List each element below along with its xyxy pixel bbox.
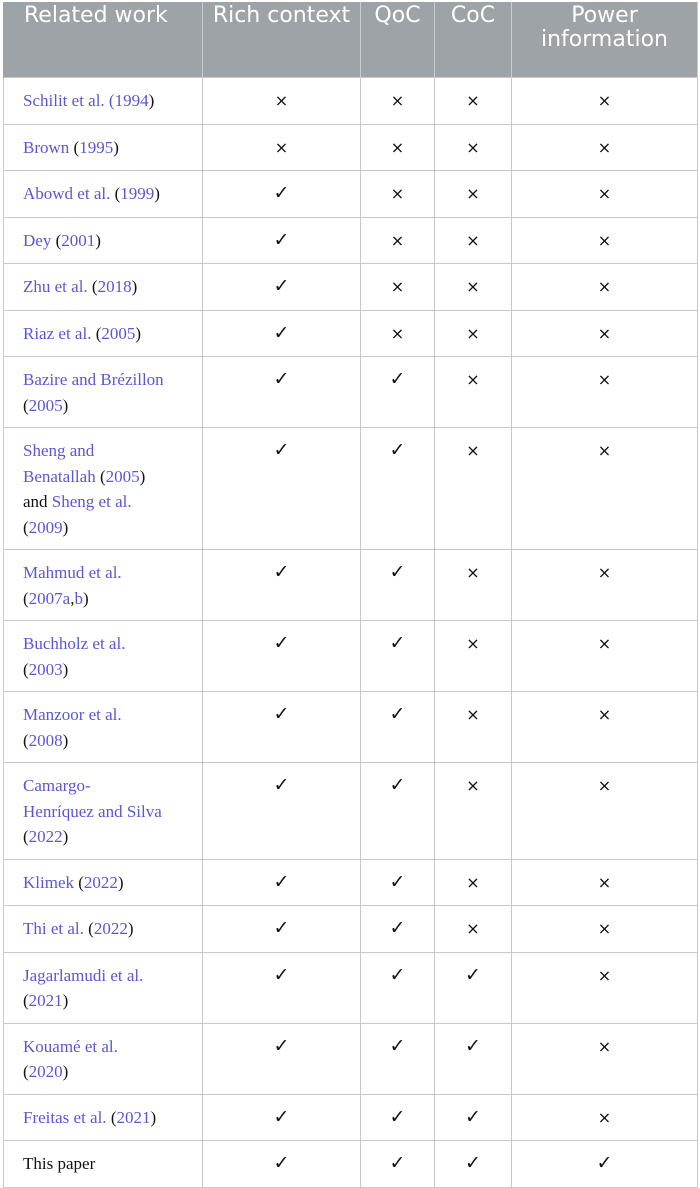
table-row (4, 952, 698, 1023)
citation-link[interactable]: 1995 (79, 137, 114, 157)
citation-link[interactable]: 2001 (61, 230, 96, 250)
cell-coc (435, 763, 512, 860)
check-mark-icon: ✓ (273, 321, 290, 344)
cross-mark-icon: × (597, 184, 612, 203)
cell-coc (435, 859, 512, 906)
cross-mark-icon: × (597, 563, 612, 582)
cell-related-work (4, 1141, 203, 1188)
citation-text: ( (91, 323, 102, 343)
check-mark-icon: ✓ (465, 963, 481, 986)
cell-coc (435, 692, 512, 763)
citation-text: ( (87, 277, 98, 296)
citation-text: ) (62, 659, 69, 679)
citation-text: ) (113, 137, 119, 157)
cross-mark-icon: × (390, 323, 405, 343)
table-row (4, 859, 698, 906)
header-qoc: QoC (361, 2, 435, 78)
table-body (4, 78, 698, 1188)
cell-coc (435, 310, 512, 357)
citation-link[interactable]: 2003 (28, 659, 63, 679)
citation-text: ) (127, 919, 134, 938)
cell-qoc (361, 1141, 435, 1188)
cell-coc (435, 1023, 512, 1094)
cell-qoc (361, 906, 435, 953)
check-mark-icon: ✓ (273, 1105, 290, 1128)
cross-mark-icon: × (466, 230, 480, 250)
cell-rich-context (203, 428, 361, 550)
cell-power-information (512, 859, 698, 906)
cross-mark-icon: × (597, 705, 612, 724)
cell-rich-context (203, 906, 361, 953)
check-mark-icon: ✓ (273, 917, 290, 939)
citation-text: ) (95, 230, 101, 250)
cell-related-work (4, 310, 203, 357)
cell-related-work (4, 859, 203, 906)
check-mark-icon: ✓ (389, 703, 406, 725)
cross-mark-icon: × (597, 277, 612, 296)
check-mark-icon: ✓ (273, 1034, 290, 1057)
cell-power-information (512, 428, 698, 550)
citation-link[interactable]: 2021 (28, 991, 63, 1010)
cell-power-information (512, 550, 698, 621)
citation-link[interactable]: Jagarlamudi et al. (23, 965, 144, 985)
cross-mark-icon: × (390, 230, 405, 250)
cell-power-information (512, 264, 698, 311)
cell-coc (435, 1094, 512, 1141)
comparison-table-container (3, 2, 698, 1188)
cell-qoc (361, 171, 435, 218)
citation-text: ( (23, 730, 29, 750)
citation-link[interactable]: 2020 (28, 1062, 63, 1081)
cross-mark-icon: × (466, 919, 480, 938)
cross-mark-icon: × (597, 634, 612, 653)
cross-mark-icon: × (466, 277, 480, 296)
table-row (4, 428, 698, 550)
cross-mark-icon: × (466, 705, 480, 724)
header-coc: CoC (435, 2, 512, 78)
check-mark-icon: ✓ (273, 963, 290, 986)
table-row (4, 763, 698, 860)
cell-rich-context (203, 952, 361, 1023)
citation-text: ( (95, 466, 106, 486)
table-row (4, 1094, 698, 1141)
cell-power-information (512, 692, 698, 763)
check-mark-icon: ✓ (389, 632, 406, 654)
cell-qoc (361, 550, 435, 621)
table-row (4, 78, 698, 125)
cross-mark-icon: × (597, 872, 612, 892)
cell-rich-context (203, 310, 361, 357)
cell-power-information (512, 952, 698, 1023)
citation-text: ) (150, 1107, 157, 1127)
cell-qoc (361, 1094, 435, 1141)
citation-link[interactable]: 2005 (101, 323, 136, 343)
citation-link[interactable]: Freitas et al. (23, 1107, 107, 1127)
cell-related-work (4, 1023, 203, 1094)
cell-related-work (4, 763, 203, 860)
citation-link[interactable]: 1994 (114, 91, 149, 110)
check-mark-icon: ✓ (273, 368, 290, 390)
cross-mark-icon: × (597, 776, 612, 795)
check-mark-icon: ✓ (465, 1105, 481, 1128)
citation-text: ) (139, 466, 146, 486)
cell-related-work (4, 692, 203, 763)
cell-related-work (4, 952, 203, 1023)
cross-mark-icon: × (597, 919, 612, 938)
citation-link[interactable]: Mahmud et al. (23, 563, 122, 582)
citation-link[interactable]: 2005 (105, 466, 140, 486)
citation-text: ) (135, 323, 142, 343)
cell-coc (435, 264, 512, 311)
citation-text: ( (110, 184, 121, 203)
citation-link[interactable]: 2021 (116, 1107, 151, 1127)
cell-power-information (512, 310, 698, 357)
check-mark-icon: ✓ (273, 1152, 290, 1174)
citation-link[interactable]: 2018 (97, 277, 132, 296)
cell-power-information (512, 171, 698, 218)
cell-coc (435, 1141, 512, 1188)
cross-mark-icon: × (597, 323, 612, 343)
cell-related-work (4, 357, 203, 428)
check-mark-icon: ✓ (273, 182, 290, 204)
cross-mark-icon: × (597, 137, 612, 157)
cross-mark-icon: × (466, 184, 480, 203)
cross-mark-icon: × (597, 441, 612, 460)
citation-text: and (23, 492, 52, 511)
cell-power-information (512, 357, 698, 428)
related-work-comparison-table (3, 2, 698, 1188)
check-mark-icon: ✓ (389, 561, 406, 583)
citation-text: ) (62, 395, 69, 415)
citation-text: ( (106, 1107, 117, 1127)
cell-power-information (512, 1094, 698, 1141)
cell-qoc (361, 264, 435, 311)
citation-text: ) (154, 184, 160, 203)
check-mark-icon: ✓ (273, 703, 290, 725)
cell-rich-context (203, 763, 361, 860)
cell-related-work (4, 171, 203, 218)
citation-text: ( (23, 991, 29, 1010)
citation-text: ( (51, 230, 62, 250)
citation-text: ) (62, 730, 69, 750)
citation-link[interactable]: Zhu et al. (23, 277, 88, 296)
cross-mark-icon: × (274, 91, 289, 110)
cell-related-work (4, 428, 203, 550)
cross-mark-icon: × (390, 91, 405, 110)
cell-coc (435, 952, 512, 1023)
check-mark-icon: ✓ (389, 439, 406, 461)
cell-coc (435, 217, 512, 264)
cell-coc (435, 171, 512, 218)
cell-coc (435, 357, 512, 428)
cell-coc (435, 124, 512, 171)
citation-link[interactable]: 2008 (28, 730, 63, 750)
citation-link[interactable]: 2009 (28, 517, 63, 537)
cell-related-work (4, 217, 203, 264)
cell-qoc (361, 428, 435, 550)
cell-qoc (361, 124, 435, 171)
check-mark-icon: ✓ (273, 228, 290, 251)
check-mark-icon: ✓ (273, 439, 290, 461)
check-mark-icon: ✓ (389, 1152, 406, 1174)
cell-qoc (361, 217, 435, 264)
citation-link[interactable]: Thi et al. (23, 919, 84, 938)
cross-mark-icon: × (390, 184, 405, 203)
citation-link[interactable]: Henríquez and Silva (23, 801, 162, 821)
cell-related-work (4, 264, 203, 311)
cell-coc (435, 550, 512, 621)
cross-mark-icon: × (466, 323, 480, 343)
citation-link[interactable]: 2005 (28, 395, 63, 415)
citation-link[interactable]: Schilit et al. ( (23, 91, 115, 110)
table-row (4, 217, 698, 264)
cell-qoc (361, 952, 435, 1023)
cross-mark-icon: × (466, 634, 480, 653)
citation-link[interactable]: b (74, 588, 83, 608)
citation-link[interactable]: 2007a (28, 588, 71, 608)
cell-rich-context (203, 124, 361, 171)
citation-text: , (70, 588, 75, 608)
cross-mark-icon: × (597, 1107, 612, 1127)
citation-link[interactable]: Kouamé et al. (23, 1036, 118, 1056)
check-mark-icon: ✓ (389, 774, 406, 796)
cell-rich-context (203, 357, 361, 428)
check-mark-icon: ✓ (389, 368, 406, 390)
cell-power-information (512, 1023, 698, 1094)
cell-power-information (512, 1141, 698, 1188)
check-mark-icon: ✓ (273, 774, 290, 796)
cell-related-work (4, 78, 203, 125)
citation-text: ( (23, 659, 29, 679)
citation-link[interactable]: 2022 (93, 919, 128, 938)
citation-text: ) (117, 872, 124, 892)
table-header (4, 2, 698, 78)
citation-text: ) (82, 588, 89, 608)
citation-text: This paper (23, 1154, 96, 1173)
cell-rich-context (203, 621, 361, 692)
citation-text: ( (23, 517, 29, 537)
cross-mark-icon: × (466, 872, 480, 892)
citation-link[interactable]: 2022 (28, 827, 63, 846)
header-row (4, 2, 698, 78)
cell-rich-context (203, 1141, 361, 1188)
cross-mark-icon: × (466, 776, 480, 795)
citation-link[interactable]: 1999 (120, 184, 155, 203)
cell-qoc (361, 1023, 435, 1094)
citation-text: ) (148, 91, 155, 110)
citation-link[interactable]: Bazire and Brézillon (23, 370, 164, 389)
citation-link[interactable]: Klimek (23, 872, 74, 892)
cell-qoc (361, 78, 435, 125)
cell-coc (435, 78, 512, 125)
citation-link[interactable]: Riaz et al. (23, 323, 92, 343)
cell-related-work (4, 906, 203, 953)
cell-rich-context (203, 171, 361, 218)
citation-link[interactable]: Abowd et al. (23, 184, 111, 203)
check-mark-icon: ✓ (389, 917, 406, 939)
cell-qoc (361, 763, 435, 860)
cell-qoc (361, 692, 435, 763)
citation-text: ( (23, 588, 29, 608)
citation-link[interactable]: Buchholz et al. (23, 634, 126, 653)
citation-text: ) (62, 1062, 69, 1081)
check-mark-icon: ✓ (273, 275, 290, 297)
cross-mark-icon: × (466, 137, 480, 157)
check-mark-icon: ✓ (465, 1034, 481, 1057)
cross-mark-icon: × (597, 965, 612, 985)
cross-mark-icon: × (390, 277, 405, 296)
table-row (4, 124, 698, 171)
citation-link[interactable]: Sheng and (23, 441, 95, 460)
citation-link[interactable]: Manzoor et al. (23, 705, 122, 724)
citation-text: ( (23, 1062, 29, 1081)
table-row (4, 1141, 698, 1188)
cell-power-information (512, 763, 698, 860)
citation-link[interactable]: Dey (23, 230, 52, 250)
cell-rich-context (203, 1023, 361, 1094)
cell-qoc (361, 621, 435, 692)
table-row (4, 550, 698, 621)
table-row (4, 310, 698, 357)
cell-coc (435, 906, 512, 953)
cross-mark-icon: × (274, 137, 289, 157)
citation-text: ) (62, 991, 69, 1010)
cell-power-information (512, 78, 698, 125)
check-mark-icon: ✓ (273, 870, 290, 893)
citation-link[interactable]: 2022 (83, 872, 118, 892)
check-mark-icon: ✓ (273, 632, 290, 654)
check-mark-icon: ✓ (389, 870, 406, 893)
citation-text: ( (83, 919, 94, 938)
cell-qoc (361, 310, 435, 357)
citation-text: ) (131, 277, 138, 296)
check-mark-icon: ✓ (273, 561, 290, 583)
table-row (4, 906, 698, 953)
table-row (4, 692, 698, 763)
citation-text: ( (23, 395, 29, 415)
cell-power-information (512, 621, 698, 692)
cross-mark-icon: × (466, 563, 480, 582)
check-mark-icon: ✓ (389, 1034, 406, 1057)
cell-related-work (4, 1094, 203, 1141)
cell-power-information (512, 124, 698, 171)
check-mark-icon: ✓ (389, 963, 406, 986)
cell-related-work (4, 621, 203, 692)
cell-rich-context (203, 692, 361, 763)
citation-text: ) (62, 827, 69, 846)
check-mark-icon: ✓ (389, 1105, 406, 1128)
cross-mark-icon: × (597, 230, 612, 250)
cell-rich-context (203, 550, 361, 621)
cell-rich-context (203, 217, 361, 264)
cross-mark-icon: × (597, 1036, 612, 1056)
header-related-work: Related work (4, 2, 203, 78)
cell-power-information (512, 217, 698, 264)
header-rich-context: Rich context (203, 2, 361, 78)
cross-mark-icon: × (466, 370, 480, 389)
cross-mark-icon: × (466, 91, 480, 110)
citation-text: ( (23, 827, 29, 846)
citation-link[interactable]: Sheng et al. (51, 492, 132, 511)
cell-rich-context (203, 78, 361, 125)
header-power-information: Power information (512, 2, 698, 78)
cross-mark-icon: × (597, 370, 612, 389)
citation-text: ( (74, 872, 84, 892)
table-row (4, 1023, 698, 1094)
check-mark-icon: ✓ (465, 1152, 481, 1174)
cell-coc (435, 428, 512, 550)
citation-text: ) (62, 517, 69, 537)
check-mark-icon: ✓ (596, 1152, 613, 1174)
citation-link[interactable]: Brown (23, 137, 70, 157)
citation-text: ( (69, 137, 80, 157)
cross-mark-icon: × (597, 91, 612, 110)
cell-rich-context (203, 1094, 361, 1141)
cell-qoc (361, 357, 435, 428)
cross-mark-icon: × (390, 137, 405, 157)
citation-link[interactable]: Benatallah (23, 466, 96, 486)
cell-rich-context (203, 264, 361, 311)
citation-link[interactable]: Camargo- (23, 776, 91, 795)
table-row (4, 264, 698, 311)
cell-qoc (361, 859, 435, 906)
table-row (4, 621, 698, 692)
cell-related-work (4, 550, 203, 621)
cell-power-information (512, 906, 698, 953)
table-row (4, 171, 698, 218)
cell-rich-context (203, 859, 361, 906)
cell-related-work (4, 124, 203, 171)
cross-mark-icon: × (466, 441, 480, 460)
table-row (4, 357, 698, 428)
cell-coc (435, 621, 512, 692)
